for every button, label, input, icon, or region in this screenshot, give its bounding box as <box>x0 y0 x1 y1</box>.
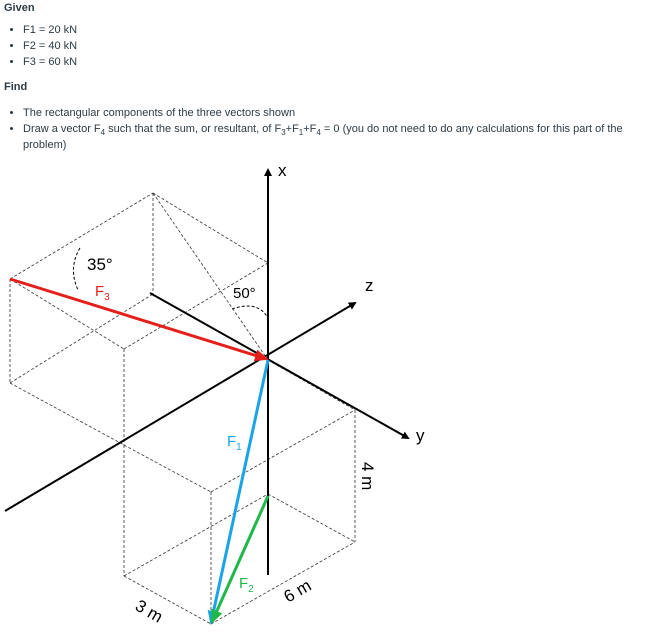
dim-4m-label: 4 m <box>358 462 377 491</box>
f2-label: $F_2$ <box>239 575 254 595</box>
y-axis-label: y <box>416 426 425 445</box>
find-heading: Find <box>4 81 28 93</box>
given-item-f1: • F1 = 20 kN <box>23 22 77 38</box>
x-axis-label: x <box>278 161 287 180</box>
f3-vector <box>10 279 267 359</box>
angle-35-arc <box>73 248 80 290</box>
find-item-draw-vector: • Draw a vector $F_4$ such that the sum, or resultant, of $F_3+F_1+F_4 = 0$ (you do not need to do any calculations for this part of the problem) <box>23 121 647 153</box>
find-item-components: • The rectangular components of the three vectors shown <box>23 105 647 121</box>
angle-35-label: 35° <box>87 255 113 274</box>
dim-3m-label: 3 m <box>132 596 167 627</box>
f2-vector <box>212 496 268 622</box>
axes <box>5 170 408 575</box>
given-item-f3: • F3 = 60 kN <box>23 54 77 70</box>
y-axis <box>150 293 408 438</box>
z-axis <box>5 303 355 511</box>
f3-label: $F_3$ <box>95 283 110 303</box>
z-axis-label: z <box>365 276 374 295</box>
given-item-f2: • F2 = 40 kN <box>23 38 77 54</box>
angle-50-arc <box>232 306 268 318</box>
angle-50-label: 50° <box>233 285 256 302</box>
f1-label: $F_1$ <box>227 433 242 453</box>
given-heading: Given <box>4 2 35 14</box>
dim-6m-label: 6 m <box>280 575 315 607</box>
